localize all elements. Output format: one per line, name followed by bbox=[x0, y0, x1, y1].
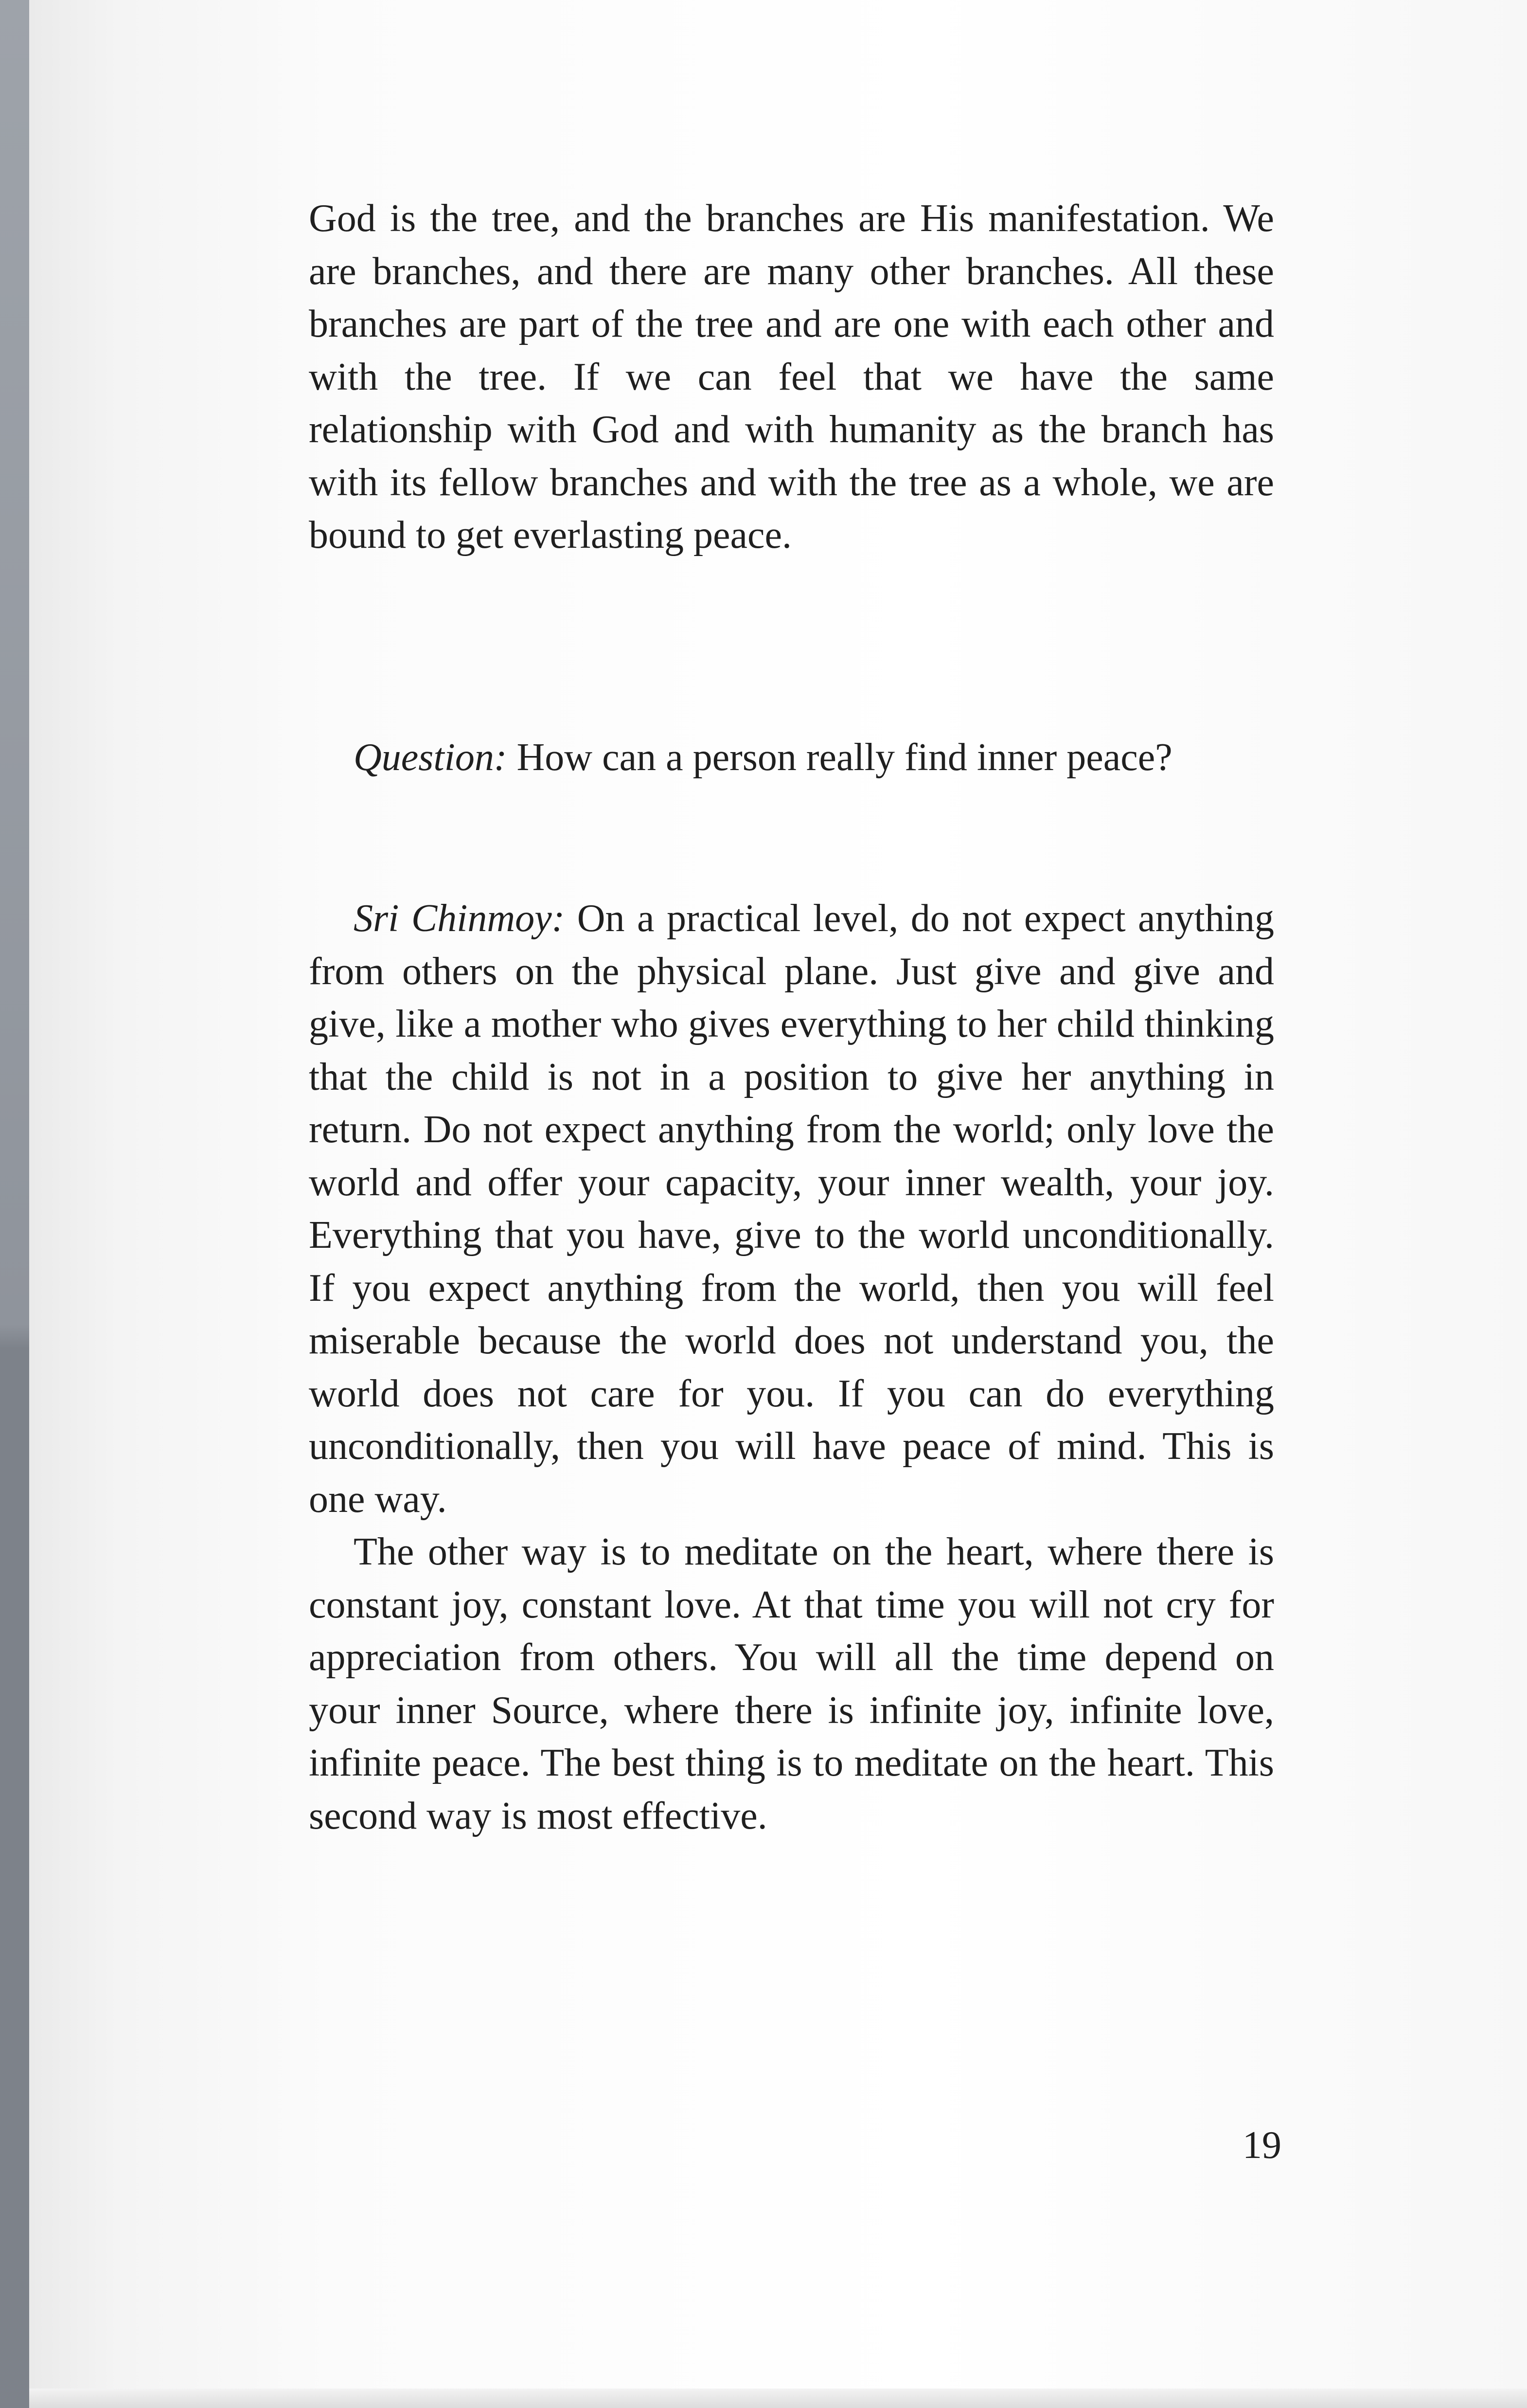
opening-paragraph bbox=[309, 192, 1274, 562]
question-paragraph bbox=[309, 731, 1274, 784]
paragraph-text: God is the tree, and the branches are His manifestation. We are branches, and there are many other branches. All these branches are part of the tree and are one with each other and with the tree. If we can feel that we have the same relationship with God and with humanity as the branch has with its fellow branches and with the tree as a whole, we are bound to get everlasting peace. bbox=[309, 197, 1274, 557]
answer-continuation-paragraph: The other way is to meditate on the heart, where there is constant joy, constant love. At that time you will not cry for appreciation from others. You will all the time depend on your inner Source, where there is infinite joy, infinite love, infinite peace. The best thing is to meditate on the heart. This second way is most effective. bbox=[309, 1530, 1274, 1837]
answer-speaker-label: Sri Chinmoy: bbox=[354, 897, 565, 940]
page-number: 19 bbox=[1243, 2124, 1281, 2167]
scan-bottom-edge bbox=[29, 2389, 1527, 2408]
question-speaker-label: Question: bbox=[354, 736, 507, 779]
question-text: How can a person really find inner peace? bbox=[516, 736, 1172, 779]
answer-text: On a practical level, do not expect anything from others on the physical plane. Just give and give and give, like a mother who gives everything to her child thinking that the child is not in a position to give her anything in return. Do not expect anything from the world; only love the world and offer your capacity, your inner wealth, your joy. Everything that you have, give to the world unconditionally. If you expect anything from the world, then you will feel miserable because the world does not understand you, the world does not care for you. If you can do everything unconditionally, then you will have peace of mind. This is one way. bbox=[309, 897, 1274, 1521]
question-body bbox=[309, 731, 1274, 784]
answer-section bbox=[309, 892, 1274, 1842]
scan-shadow-edge bbox=[0, 0, 29, 2408]
answer-paragraph bbox=[309, 892, 1274, 1526]
